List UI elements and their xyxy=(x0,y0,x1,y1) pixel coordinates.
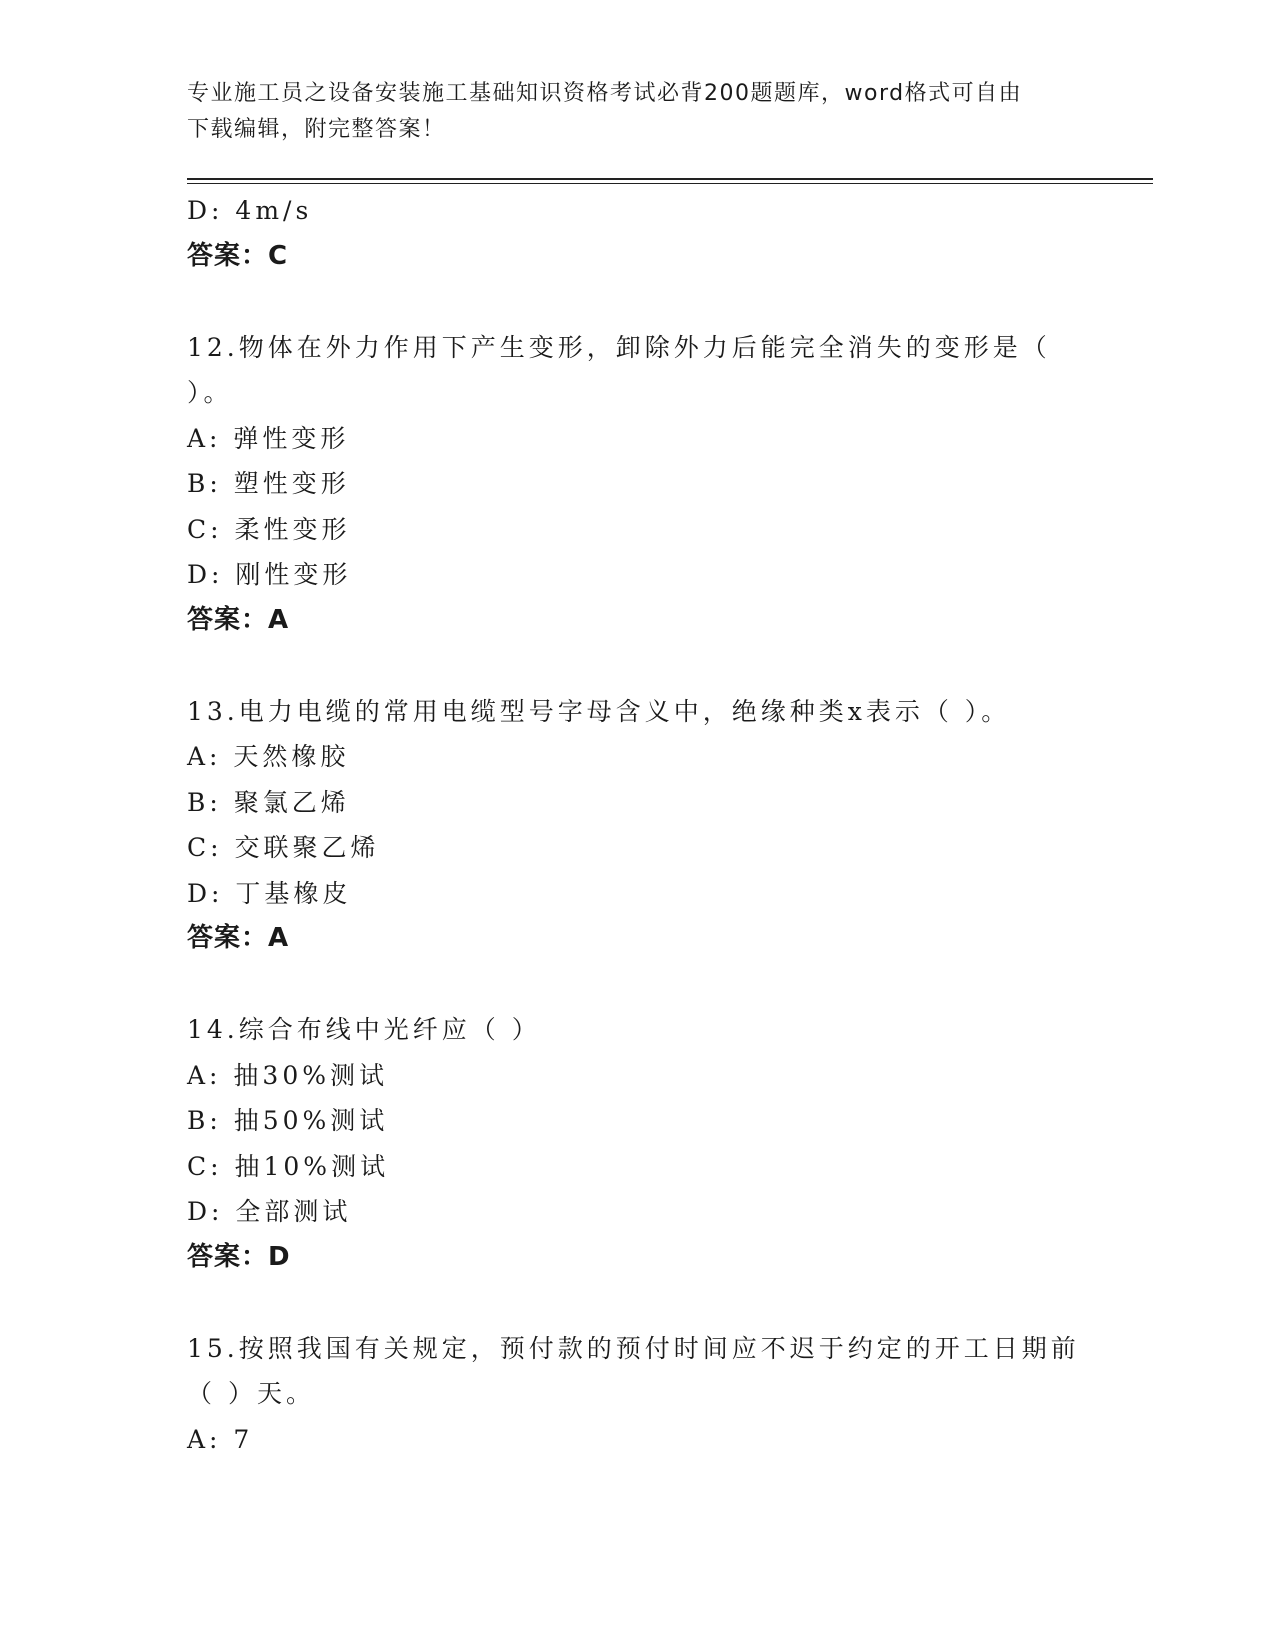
question-stem-continued: ）。 xyxy=(187,378,233,407)
question-stem: 12.物体在外力作用下产生变形，卸除外力后能完全消失的变形是（ xyxy=(187,332,1051,362)
question-list xyxy=(187,188,1087,1462)
question-stem: 15.按照我国有关规定，预付款的预付时间应不迟于约定的开工日期前 xyxy=(187,1333,1080,1363)
document-header xyxy=(187,76,1067,148)
option-c: C: 交联聚乙烯 xyxy=(187,833,380,862)
answer-line: 答案：A xyxy=(187,923,290,953)
question-stem: 14.综合布线中光纤应（ ） xyxy=(187,1015,541,1044)
answer-line: 答案：A xyxy=(187,604,290,635)
question-stem-continued: （ ）天。 xyxy=(187,1379,315,1408)
option-a: A: 弹性变形 xyxy=(187,423,350,453)
answer-line: 答案：D xyxy=(187,1241,291,1272)
spacer xyxy=(187,643,1087,689)
question-13 xyxy=(187,689,1087,962)
question-14 xyxy=(187,1007,1087,1280)
option-a: A: 7 xyxy=(187,1424,254,1454)
question-12 xyxy=(187,325,1087,644)
option-c: C: 柔性变形 xyxy=(187,514,351,544)
header-line-1: 专业施工员之设备安装施工基础知识资格考试必背200题题库，word格式可自由 xyxy=(187,81,1023,106)
option-a: A: 天然橡胶 xyxy=(187,742,350,771)
option-d: D: 丁基橡皮 xyxy=(187,878,352,908)
option-a: A: 抽30%测试 xyxy=(187,1060,388,1090)
header-divider-thin xyxy=(187,183,1153,184)
option-d: D: 全部测试 xyxy=(187,1197,352,1226)
option-b: B: 塑性变形 xyxy=(187,469,350,498)
question-stem: 13.电力电缆的常用电缆型号字母含义中，绝缘种类x表示（ ）。 xyxy=(187,696,1011,726)
spacer xyxy=(187,962,1087,1008)
option-b: B: 抽50%测试 xyxy=(187,1106,389,1135)
header-divider-thick xyxy=(187,178,1153,180)
option-c: C: 抽10%测试 xyxy=(187,1151,390,1181)
option-d: D: 4m/s xyxy=(187,196,313,225)
header-line-2: 下载编辑，附完整答案！ xyxy=(187,117,446,142)
answer-line: 答案：C xyxy=(187,240,289,271)
question-15 xyxy=(187,1326,1087,1463)
option-b: B: 聚氯乙烯 xyxy=(187,787,350,817)
spacer xyxy=(187,1280,1087,1326)
spacer xyxy=(187,279,1087,325)
option-d: D: 刚性变形 xyxy=(187,560,352,589)
